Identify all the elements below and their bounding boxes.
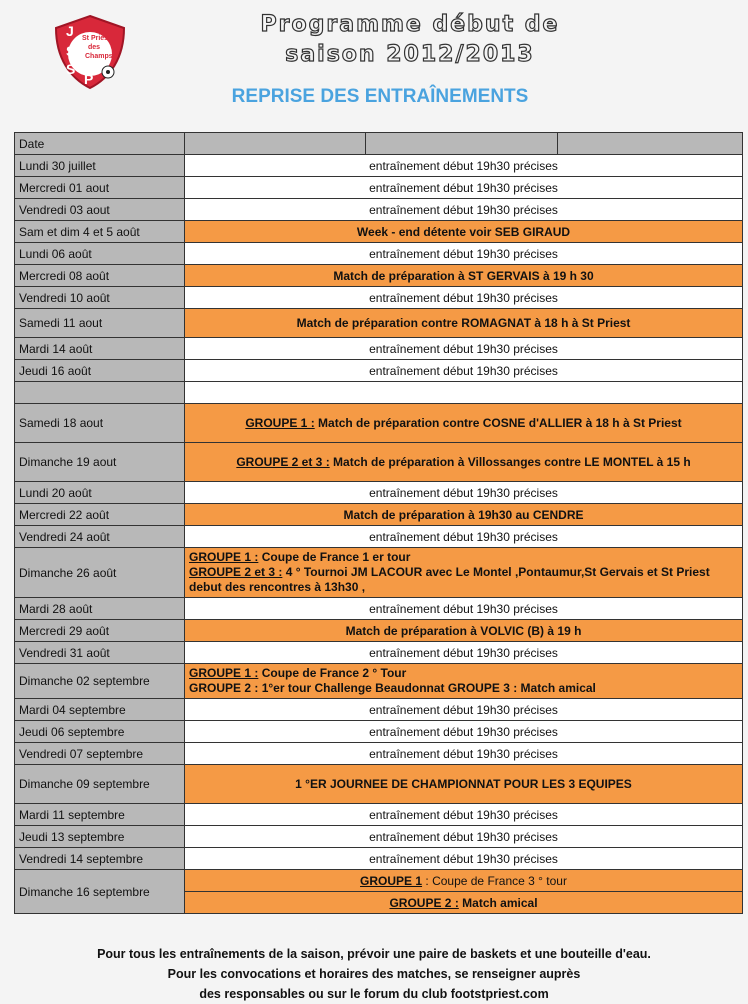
date-header: Date — [15, 133, 185, 155]
table-row — [15, 443, 743, 482]
row-event-highlight — [185, 870, 743, 892]
row-date: Samedi 18 aout — [15, 404, 185, 443]
table-row — [15, 526, 743, 548]
row-date: Mardi 14 août — [15, 338, 185, 360]
event-text: Match de préparation contre COSNE d'ALLIER à 18 h à St Priest — [314, 416, 682, 430]
row-event: entraînement début 19h30 précises — [185, 804, 743, 826]
row-event: entraînement début 19h30 précises — [185, 721, 743, 743]
row-date: Vendredi 31 août — [15, 642, 185, 664]
row-date: Mercredi 08 août — [15, 265, 185, 287]
row-date: Sam et dim 4 et 5 août — [15, 221, 185, 243]
row-date: Lundi 06 août — [15, 243, 185, 265]
table-row — [15, 360, 743, 382]
group-label: GROUPE 1 : — [189, 550, 259, 564]
row-event: entraînement début 19h30 précises — [185, 526, 743, 548]
footer-line: Pour les convocations et horaires des matches, se renseigner auprès — [167, 967, 581, 981]
table-row — [15, 309, 743, 338]
footer-line: Pour tous les entraînements de la saison, prévoir une paire de baskets et une bouteille d'eau. — [97, 947, 651, 961]
row-event: entraînement début 19h30 précises — [185, 743, 743, 765]
event-text: Match de préparation à Villossanges contre LE MONTEL à 15 h — [329, 455, 691, 469]
group-label: GROUPE 1 : — [245, 416, 315, 430]
row-event: entraînement début 19h30 précises — [185, 177, 743, 199]
row-date: Mercredi 29 août — [15, 620, 185, 642]
row-date: Lundi 30 juillet — [15, 155, 185, 177]
table-row — [15, 287, 743, 309]
table-row — [15, 265, 743, 287]
row-event-highlight — [185, 404, 743, 443]
row-date-empty — [15, 382, 185, 404]
row-date: Dimanche 02 septembre — [15, 664, 185, 699]
table-row — [15, 404, 743, 443]
spacer-row — [15, 382, 743, 404]
svg-text:P: P — [84, 71, 94, 87]
row-date: Mardi 04 septembre — [15, 699, 185, 721]
table-row — [15, 765, 743, 804]
row-event: entraînement début 19h30 précises — [185, 482, 743, 504]
table-row — [15, 338, 743, 360]
svg-text:S: S — [66, 43, 76, 59]
table-row — [15, 699, 743, 721]
event-text: : Coupe de France 3 ° tour — [422, 873, 567, 888]
row-event: entraînement début 19h30 précises — [185, 699, 743, 721]
row-date: Lundi 20 août — [15, 482, 185, 504]
row-date: Mercredi 01 aout — [15, 177, 185, 199]
row-event: entraînement début 19h30 précises — [185, 155, 743, 177]
row-date: Dimanche 19 aout — [15, 443, 185, 482]
group-label: GROUPE 2 : — [189, 681, 259, 695]
svg-text:St Priest: St Priest — [82, 35, 111, 42]
table-row — [15, 199, 743, 221]
table-row — [15, 848, 743, 870]
group-label: GROUPE 1 — [360, 873, 423, 888]
svg-text:Champs: Champs — [85, 53, 113, 60]
group-label: GROUPE 2 et 3 : — [189, 565, 283, 579]
row-date: Vendredi 10 août — [15, 287, 185, 309]
group-label: GROUPE 2 et 3 : — [236, 455, 330, 469]
row-date: Jeudi 13 septembre — [15, 826, 185, 848]
table-row — [15, 548, 743, 598]
row-event: entraînement début 19h30 précises — [185, 199, 743, 221]
row-date: Mardi 11 septembre — [15, 804, 185, 826]
row-event-highlight: Match de préparation contre ROMAGNAT à 18 h à St Priest — [185, 309, 743, 338]
table-row — [15, 221, 743, 243]
row-event: entraînement début 19h30 précises — [185, 848, 743, 870]
row-event-highlight — [185, 548, 743, 598]
table-row — [15, 177, 743, 199]
row-event-empty — [185, 382, 743, 404]
row-date: Mercredi 22 août — [15, 504, 185, 526]
page-title-line2: saison 2012/2013 — [285, 42, 535, 67]
table-row — [15, 721, 743, 743]
event-text: Match amical — [458, 895, 538, 910]
page-subtitle: REPRISE DES ENTRAÎNEMENTS — [231, 86, 529, 107]
event-text: Coupe de France 2 ° Tour — [258, 666, 407, 680]
row-date: Vendredi 14 septembre — [15, 848, 185, 870]
row-event-highlight — [185, 892, 743, 914]
row-event: entraînement début 19h30 précises — [185, 287, 743, 309]
group-label: GROUPE 2 : — [389, 895, 459, 910]
table-row — [15, 482, 743, 504]
row-date: Jeudi 16 août — [15, 360, 185, 382]
row-event: entraînement début 19h30 précises — [185, 360, 743, 382]
row-event-highlight: Week - end détente voir SEB GIRAUD — [185, 221, 743, 243]
page-title-line1: Programme début de — [260, 12, 560, 37]
table-row — [15, 870, 743, 892]
row-event-highlight: 1 °ER JOURNEE DE CHAMPIONNAT POUR LES 3 EQUIPES — [185, 765, 743, 804]
table-row — [15, 804, 743, 826]
table-row — [15, 664, 743, 699]
table-row — [15, 620, 743, 642]
event-text: 1°er tour Challenge Beaudonnat GROUPE 3 : Match amical — [258, 681, 596, 695]
svg-text:J: J — [66, 23, 74, 39]
table-row — [15, 504, 743, 526]
group-label: GROUPE 1 : — [189, 666, 259, 680]
row-event-highlight: Match de préparation à 19h30 au CENDRE — [185, 504, 743, 526]
svg-text:des: des — [88, 44, 101, 51]
row-event: entraînement début 19h30 précises — [185, 642, 743, 664]
table-row — [15, 642, 743, 664]
event-text: Coupe de France 1 er tour — [258, 550, 411, 564]
row-date: Jeudi 06 septembre — [15, 721, 185, 743]
svg-text:S: S — [66, 61, 76, 77]
footer-notes — [20, 944, 728, 1004]
row-event: entraînement début 19h30 précises — [185, 598, 743, 620]
row-event: entraînement début 19h30 précises — [185, 338, 743, 360]
row-event-highlight — [185, 443, 743, 482]
table-row — [15, 243, 743, 265]
schedule-table — [14, 132, 743, 914]
club-logo — [52, 14, 128, 90]
table-row — [15, 743, 743, 765]
row-event: entraînement début 19h30 précises — [185, 243, 743, 265]
footer-line: des responsables ou sur le forum du club footstpriest.com — [199, 987, 549, 1001]
row-event-highlight: Match de préparation à ST GERVAIS à 19 h 30 — [185, 265, 743, 287]
row-date: Dimanche 09 septembre — [15, 765, 185, 804]
row-event: entraînement début 19h30 précises — [185, 826, 743, 848]
header-cell — [366, 133, 558, 155]
row-event-highlight — [185, 664, 743, 699]
row-date: Vendredi 03 aout — [15, 199, 185, 221]
row-date: Samedi 11 aout — [15, 309, 185, 338]
row-date: Mardi 28 août — [15, 598, 185, 620]
table-row — [15, 598, 743, 620]
header-cell — [558, 133, 743, 155]
row-date: Vendredi 07 septembre — [15, 743, 185, 765]
table-row — [15, 155, 743, 177]
header-cell — [185, 133, 366, 155]
row-event-highlight: Match de préparation à VOLVIC (B) à 19 h — [185, 620, 743, 642]
table-row — [15, 826, 743, 848]
row-date: Dimanche 16 septembre — [15, 870, 185, 914]
event-text: 4 ° Tournoi JM LACOUR avec Le Montel ,Pontaumur,St Gervais et St Priest debut des rencontres à 13h30 , — [189, 565, 710, 594]
row-date: Vendredi 24 août — [15, 526, 185, 548]
row-date: Dimanche 26 août — [15, 548, 185, 598]
table-header-row — [15, 133, 743, 155]
